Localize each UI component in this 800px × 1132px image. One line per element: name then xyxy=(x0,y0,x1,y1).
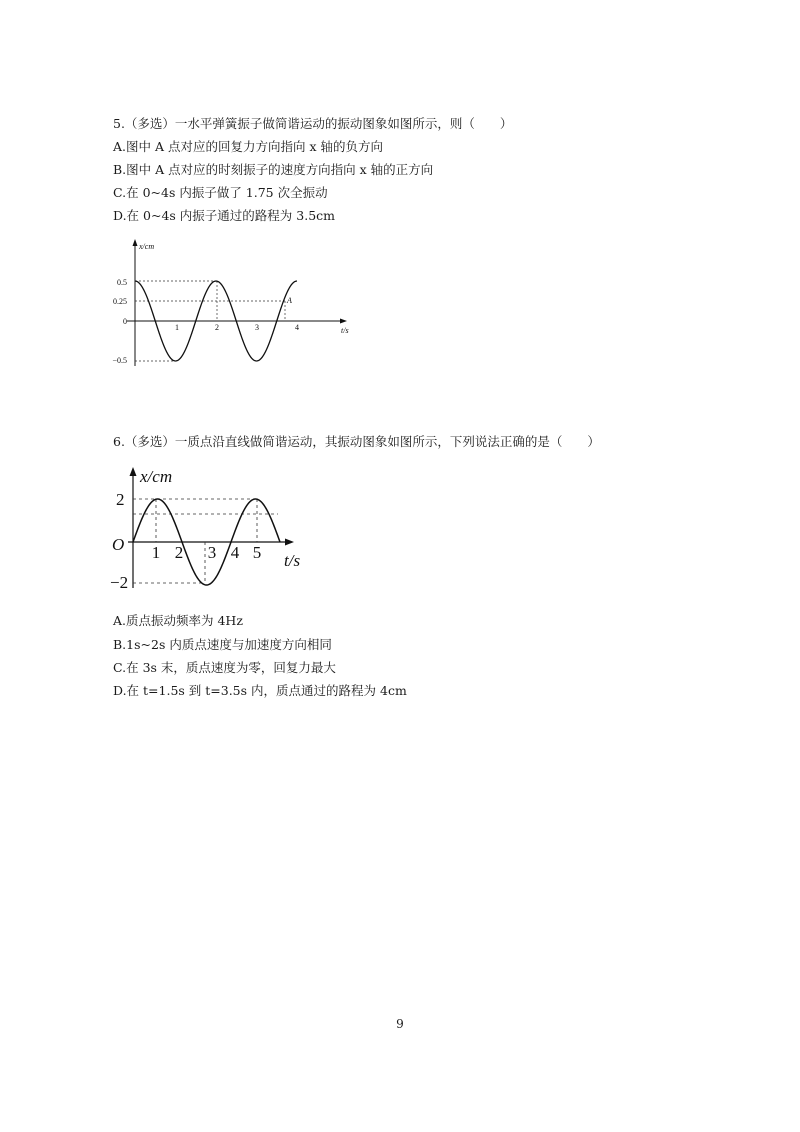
q5-x-tick-1: 1 xyxy=(175,323,179,332)
q6-stem: 6.（多选）一质点沿直线做简谐运动，其振动图象如图所示，下列说法正确的是（ ） xyxy=(113,434,600,449)
q6-x-axis-label: t/s xyxy=(284,551,301,570)
q5-y-tick-neg0.5: −0.5 xyxy=(112,356,127,365)
q6-y-tick-neg2: −2 xyxy=(110,573,129,592)
q6-x-tick-2: 2 xyxy=(174,543,184,562)
q5-option-c: C.在 0~4s 内振子做了 1.75 次全振动 xyxy=(113,185,328,200)
q6-y-axis-label: x/cm xyxy=(140,467,173,486)
q6-x-arrow xyxy=(285,539,294,546)
q5-option-d: D.在 0~4s 内振子通过的路程为 3.5cm xyxy=(113,208,335,223)
q5-x-tick-3: 3 xyxy=(255,323,259,332)
q5-point-a-label: A xyxy=(287,296,292,305)
q6-vibration-graph xyxy=(108,462,328,596)
page-number: 9 xyxy=(396,1017,404,1031)
q6-option-d: D.在 t=1.5s 到 t=3.5s 内，质点通过的路程为 4cm xyxy=(113,683,407,698)
q6-x-tick-5: 5 xyxy=(252,543,262,562)
q5-stem: 5.（多选）一水平弹簧振子做简谐运动的振动图象如图所示，则（ ） xyxy=(113,116,513,131)
q6-option-b: B.1s~2s 内质点速度与加速度方向相同 xyxy=(113,637,332,652)
q6-x-tick-1: 1 xyxy=(151,543,161,562)
q6-x-tick-3: 3 xyxy=(207,543,217,562)
q5-y-tick-0: 0 xyxy=(123,317,127,326)
q5-y-tick-0.25: 0.25 xyxy=(113,297,127,306)
q6-y-arrow xyxy=(130,467,137,476)
q5-x-tick-4: 4 xyxy=(295,323,299,332)
q5-x-tick-2: 2 xyxy=(215,323,219,332)
q5-vibration-graph xyxy=(105,236,365,376)
q5-y-arrow xyxy=(133,239,138,246)
q5-x-axis-label: t/s xyxy=(341,326,349,335)
q6-origin-label: O xyxy=(112,535,125,554)
q5-option-b: B.图中 A 点对应的时刻振子的速度方向指向 x 轴的正方向 xyxy=(113,162,434,177)
q6-option-a: A.质点振动频率为 4Hz xyxy=(113,613,243,628)
q6-y-tick-2: 2 xyxy=(116,490,125,509)
q5-y-tick-0.5: 0.5 xyxy=(117,278,127,287)
q6-x-tick-4: 4 xyxy=(230,543,240,562)
q5-option-a: A.图中 A 点对应的回复力方向指向 x 轴的负方向 xyxy=(113,139,383,154)
q5-y-axis-label: x/cm xyxy=(139,242,155,251)
q6-option-c: C.在 3s 末，质点速度为零，回复力最大 xyxy=(113,660,336,675)
q5-x-arrow xyxy=(340,319,347,324)
